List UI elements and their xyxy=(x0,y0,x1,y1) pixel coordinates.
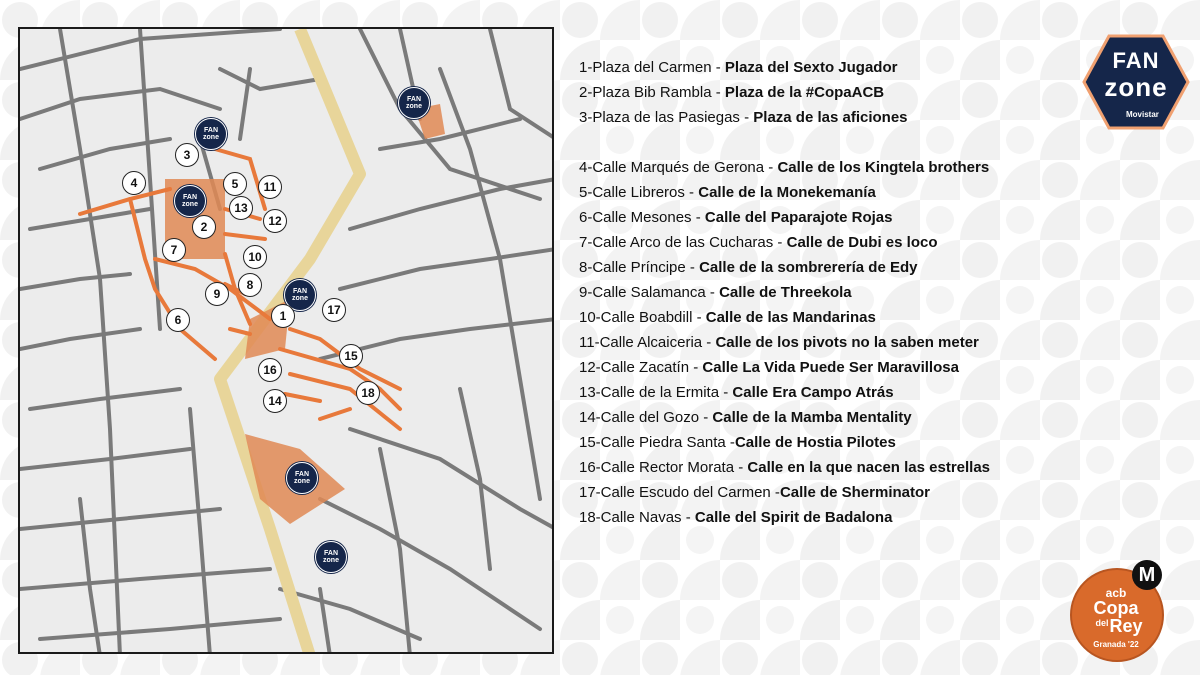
legend-separator: - xyxy=(734,459,748,476)
legend-label: 16-Calle Rector Morata xyxy=(579,459,735,476)
legend-label: 15-Calle Piedra Santa xyxy=(579,434,726,451)
legend-separator: - xyxy=(689,359,703,376)
map-marker-13[interactable]: 13 xyxy=(229,196,253,220)
map-marker-3[interactable]: 3 xyxy=(175,143,199,167)
legend-separator: - xyxy=(702,334,716,351)
legend-name: Calle de Threekola xyxy=(719,284,852,301)
legend-item-10 xyxy=(579,305,1059,330)
badge-line1: FAN xyxy=(295,471,309,478)
fanzone-badge-icon xyxy=(174,185,206,217)
legend-separator: - xyxy=(705,284,720,301)
legend-item-6 xyxy=(579,205,1059,230)
legend-item-1 xyxy=(579,55,1059,80)
legend-item-9 xyxy=(579,280,1059,305)
fanzone-badge-icon xyxy=(195,118,227,150)
legend-label: 5-Calle Libreros xyxy=(579,184,685,201)
legend-item-3 xyxy=(579,105,1059,130)
street-legend xyxy=(579,55,1059,530)
legend-separator: - xyxy=(685,259,700,276)
fanzone-logo-line2: zone xyxy=(1104,72,1168,102)
legend-name: Calle de Dubi es loco xyxy=(786,234,938,251)
legend-name: Calle de la sombrerería de Edy xyxy=(699,259,918,276)
legend-name: Plaza de la #CopaACB xyxy=(724,84,885,101)
legend-name: Calle de Sherminator xyxy=(779,484,930,501)
legend-name: Plaza del Sexto Jugador xyxy=(724,59,898,76)
legend-name: Calle Era Campo Atrás xyxy=(732,384,894,401)
map-marker-18[interactable]: 18 xyxy=(356,381,380,405)
badge-line1: FAN xyxy=(407,96,421,103)
legend-separator: - xyxy=(773,234,787,251)
legend-label: 17-Calle Escudo del Carmen xyxy=(579,484,771,501)
map-marker-17[interactable]: 17 xyxy=(322,298,346,322)
map-marker-8[interactable]: 8 xyxy=(238,273,262,297)
legend-name: Calle de Hostia Pilotes xyxy=(734,434,896,451)
legend-label: 3-Plaza de las Pasiegas xyxy=(579,109,740,126)
badge-line2: zone xyxy=(406,103,422,110)
fanzone-logo-line1: FAN xyxy=(1112,48,1160,73)
map-marker-5[interactable]: 5 xyxy=(223,172,247,196)
street-map xyxy=(18,27,554,654)
badge-line1: FAN xyxy=(183,194,197,201)
legend-separator: - xyxy=(711,84,725,101)
badge-line1: FAN xyxy=(293,288,307,295)
legend-name: Calle de los Kingtela brothers xyxy=(777,159,990,176)
legend-item-12 xyxy=(579,355,1059,380)
legend-label: 14-Calle del Gozo xyxy=(579,409,700,426)
map-streets xyxy=(20,29,554,654)
legend-item-14 xyxy=(579,405,1059,430)
legend-item-17 xyxy=(579,480,1059,505)
legend-label: 2-Plaza Bib Rambla xyxy=(579,84,712,101)
legend-label: 1-Plaza del Carmen xyxy=(579,59,712,76)
legend-item-16 xyxy=(579,455,1059,480)
badge-line2: zone xyxy=(294,478,310,485)
badge-line1: FAN xyxy=(324,550,338,557)
legend-name: Calle de los pivots no la saben meter xyxy=(715,334,979,351)
copa-del: del xyxy=(1095,618,1109,628)
legend-separator: - xyxy=(692,309,706,326)
legend-name: Calle de la Mamba Mentality xyxy=(712,409,912,426)
legend-label: 8-Calle Príncipe xyxy=(579,259,686,276)
badge-line2: zone xyxy=(323,557,339,564)
fanzone-badge-icon xyxy=(398,87,430,119)
legend-item-5 xyxy=(579,180,1059,205)
map-marker-2[interactable]: 2 xyxy=(192,215,216,239)
map-marker-10[interactable]: 10 xyxy=(243,245,267,269)
legend-name: Calle de las Mandarinas xyxy=(705,309,876,326)
copa-rey: Rey xyxy=(1109,616,1143,636)
movistar-brand: Movistar xyxy=(1126,110,1159,119)
map-marker-6[interactable]: 6 xyxy=(166,308,190,332)
legend-separator: - xyxy=(684,184,699,201)
badge-line2: zone xyxy=(203,134,219,141)
legend-item-8 xyxy=(579,255,1059,280)
legend-label: 11-Calle Alcaiceria xyxy=(579,334,703,351)
legend-label: 18-Calle Navas xyxy=(579,509,682,526)
legend-separator: - xyxy=(770,484,780,501)
badge-line1: FAN xyxy=(204,127,218,134)
map-marker-7[interactable]: 7 xyxy=(162,238,186,262)
map-marker-1[interactable]: 1 xyxy=(271,304,295,328)
legend-name: Calle en la que nacen las estrellas xyxy=(747,459,991,476)
legend-separator: - xyxy=(764,159,778,176)
map-marker-11[interactable]: 11 xyxy=(258,175,282,199)
legend-separator: - xyxy=(725,434,735,451)
legend-name: Calle La Vida Puede Ser Maravillosa xyxy=(702,359,959,376)
fanzone-badge-icon xyxy=(315,541,347,573)
legend-label: 9-Calle Salamanca xyxy=(579,284,706,301)
legend-separator: - xyxy=(691,209,705,226)
legend-separator: - xyxy=(699,409,713,426)
fanzone-logo xyxy=(1082,34,1190,130)
map-marker-4[interactable]: 4 xyxy=(122,171,146,195)
legend-name: Calle de la Monekemanía xyxy=(698,184,876,201)
legend-separator: - xyxy=(719,384,733,401)
legend-label: 13-Calle de la Ermita xyxy=(579,384,720,401)
legend-label: 12-Calle Zacatín xyxy=(579,359,690,376)
badge-line2: zone xyxy=(182,201,198,208)
legend-item-13 xyxy=(579,380,1059,405)
legend-label: 10-Calle Boabdill xyxy=(579,309,693,326)
map-marker-14[interactable]: 14 xyxy=(263,389,287,413)
map-marker-9[interactable]: 9 xyxy=(205,282,229,306)
legend-item-18 xyxy=(579,505,1059,530)
legend-name: Calle del Paparajote Rojas xyxy=(704,209,893,226)
legend-label: 4-Calle Marqués de Gerona xyxy=(579,159,765,176)
legend-item-7 xyxy=(579,230,1059,255)
copa-acb: acb xyxy=(1105,586,1127,600)
copa-title: Copa xyxy=(1093,598,1139,618)
fanzone-badge-icon xyxy=(286,462,318,494)
legend-name: Plaza de las aficiones xyxy=(753,109,908,126)
legend-label: 6-Calle Mesones xyxy=(579,209,692,226)
legend-label: 7-Calle Arco de las Cucharas xyxy=(579,234,774,251)
legend-separator: - xyxy=(681,509,695,526)
legend-spacer xyxy=(579,130,1059,155)
movistar-m-icon: M xyxy=(1132,560,1162,590)
legend-separator: - xyxy=(711,59,725,76)
map-marker-15[interactable]: 15 xyxy=(339,344,363,368)
copa-del-rey-logo xyxy=(1070,560,1166,664)
map-marker-16[interactable]: 16 xyxy=(258,358,282,382)
legend-item-11 xyxy=(579,330,1059,355)
legend-item-4 xyxy=(579,155,1059,180)
badge-line2: zone xyxy=(292,295,308,302)
legend-name: Calle del Spirit de Badalona xyxy=(694,509,893,526)
legend-item-2 xyxy=(579,80,1059,105)
legend-item-15 xyxy=(579,430,1059,455)
legend-separator: - xyxy=(739,109,754,126)
copa-edition: Granada '22 xyxy=(1093,640,1139,649)
map-marker-12[interactable]: 12 xyxy=(263,209,287,233)
